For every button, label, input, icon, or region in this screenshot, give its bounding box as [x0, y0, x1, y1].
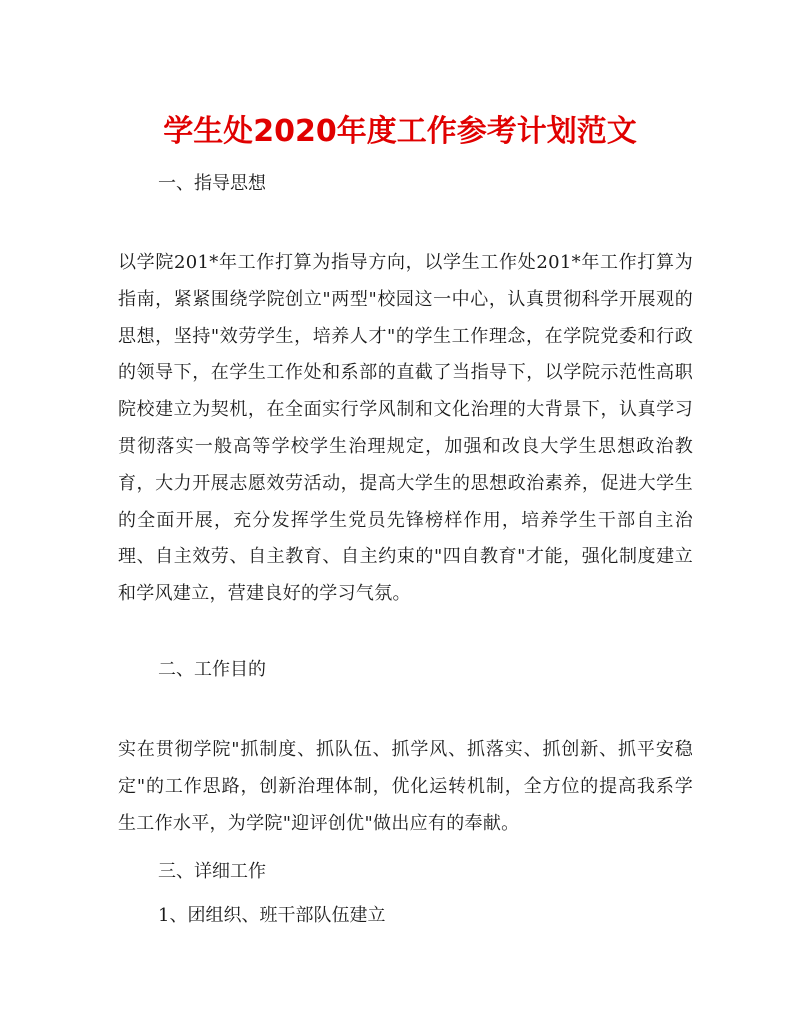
- section-heading-work-goals: 二、工作目的: [158, 659, 266, 680]
- section-heading-guiding-ideology: 一、指导思想: [158, 173, 266, 194]
- document-title: 学生处2020年度工作参考计划范文: [163, 114, 637, 149]
- section-body-work-goals: 实在贯彻学院"抓制度、抓队伍、抓学风、抓落实、抓创新、抓平安稳定"的工作思路，创新治理体制，优化运转机制，全方位的提高我系学生工作水平，为学院"迎评创优"做出应有的奉献。: [118, 739, 693, 834]
- section-body-guiding-ideology: 以学院201*年工作打算为指导方向，以学生工作处201*年工作打算为指南，紧紧围绕学院创立"两型"校园这一中心，认真贯彻科学开展观的思想，坚持"效劳学生，培养人才"的学生工作理念，在学院党委和行政的领导下，在学生工作处和系部的直截了当指导下，以学院示范性高职院校建立为契机，在全面实行学风制和文化治理的大背景下，认真学习贯彻落实一般高等学校学生治理规定，加强和改良大学生思想政治教育，大力开展志愿效劳活动，提高大学生的思想政治素养，促进大学生的全面开展，充分发挥学生党员先锋榜样作用，培养学生干部自主治理、自主效劳、自主教育、自主约束的"四自教育"才能，强化制度建立和学风建立，营建良好的学习气氛。: [118, 252, 693, 605]
- section-heading-detailed-work: 三、详细工作: [158, 861, 266, 882]
- subsection-heading-league-cadre: 1、团组织、班干部队伍建立: [158, 905, 386, 926]
